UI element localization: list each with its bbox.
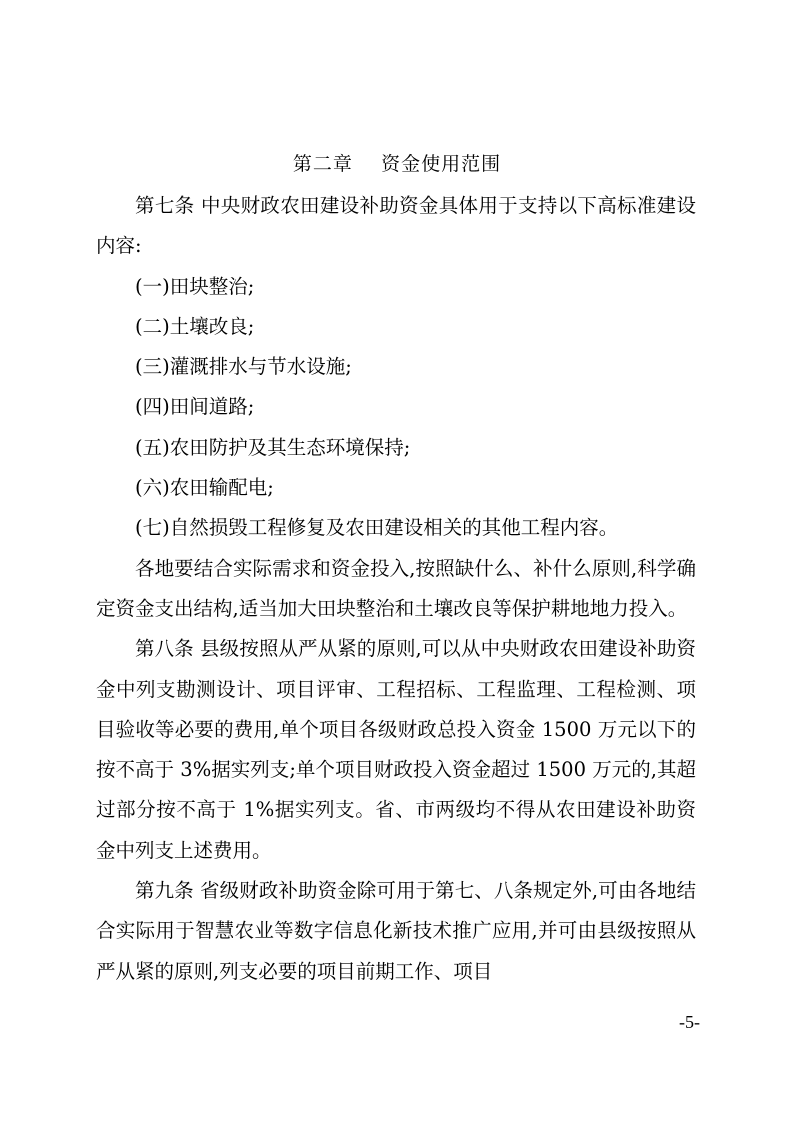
article-8: 第八条 县级按照从严从紧的原则,可以从中央财政农田建设补助资金中列支勘测设计、项目评审、工程招标、工程监理、工程检测、项目验收等必要的费用,单个项目各级财政总投入资金 1500 万元以下的按不高于 3%据实列支;单个项目财政投入资金超过 1500 万元的,其超过部分按不高于 1%据实列支。省、市两级均不得从农田建设补助资金中列支上述费用。: [96, 637, 696, 862]
article-9: 第九条 省级财政补助资金除可用于第七、八条规定外,可由各地结合实际用于智慧农业等数字信息化新技术推广应用,并可由县级按照从严从紧的原则,列支必要的项目前期工作、项目: [96, 879, 696, 983]
list-item-1: (一)田块整治;: [135, 274, 255, 298]
list-item-6: (六)农田输配电;: [135, 476, 274, 500]
article-7-note: 各地要结合实际需求和资金投入,按照缺什么、补什么原则,科学确定资金支出结构,适当加大田块整治和土壤改良等保护耕地地力投入。: [96, 556, 696, 620]
list-item-4: (四)田间道路;: [135, 395, 255, 419]
list-item-5: (五)农田防护及其生态环境保持;: [135, 435, 411, 459]
chapter-title: 第二章 资金使用范围: [292, 153, 502, 175]
list-item-2: (二)土壤改良;: [135, 314, 255, 338]
document-body: [96, 186, 696, 992]
page-number: -5-: [679, 1012, 700, 1032]
article-7-intro: 第七条 中央财政农田建设补助资金具体用于支持以下高标准建设内容:: [96, 194, 696, 258]
list-item-7: (七)自然损毁工程修复及农田建设相关的其他工程内容。: [135, 516, 619, 540]
list-item-3: (三)灌溉排水与节水设施;: [135, 355, 352, 379]
